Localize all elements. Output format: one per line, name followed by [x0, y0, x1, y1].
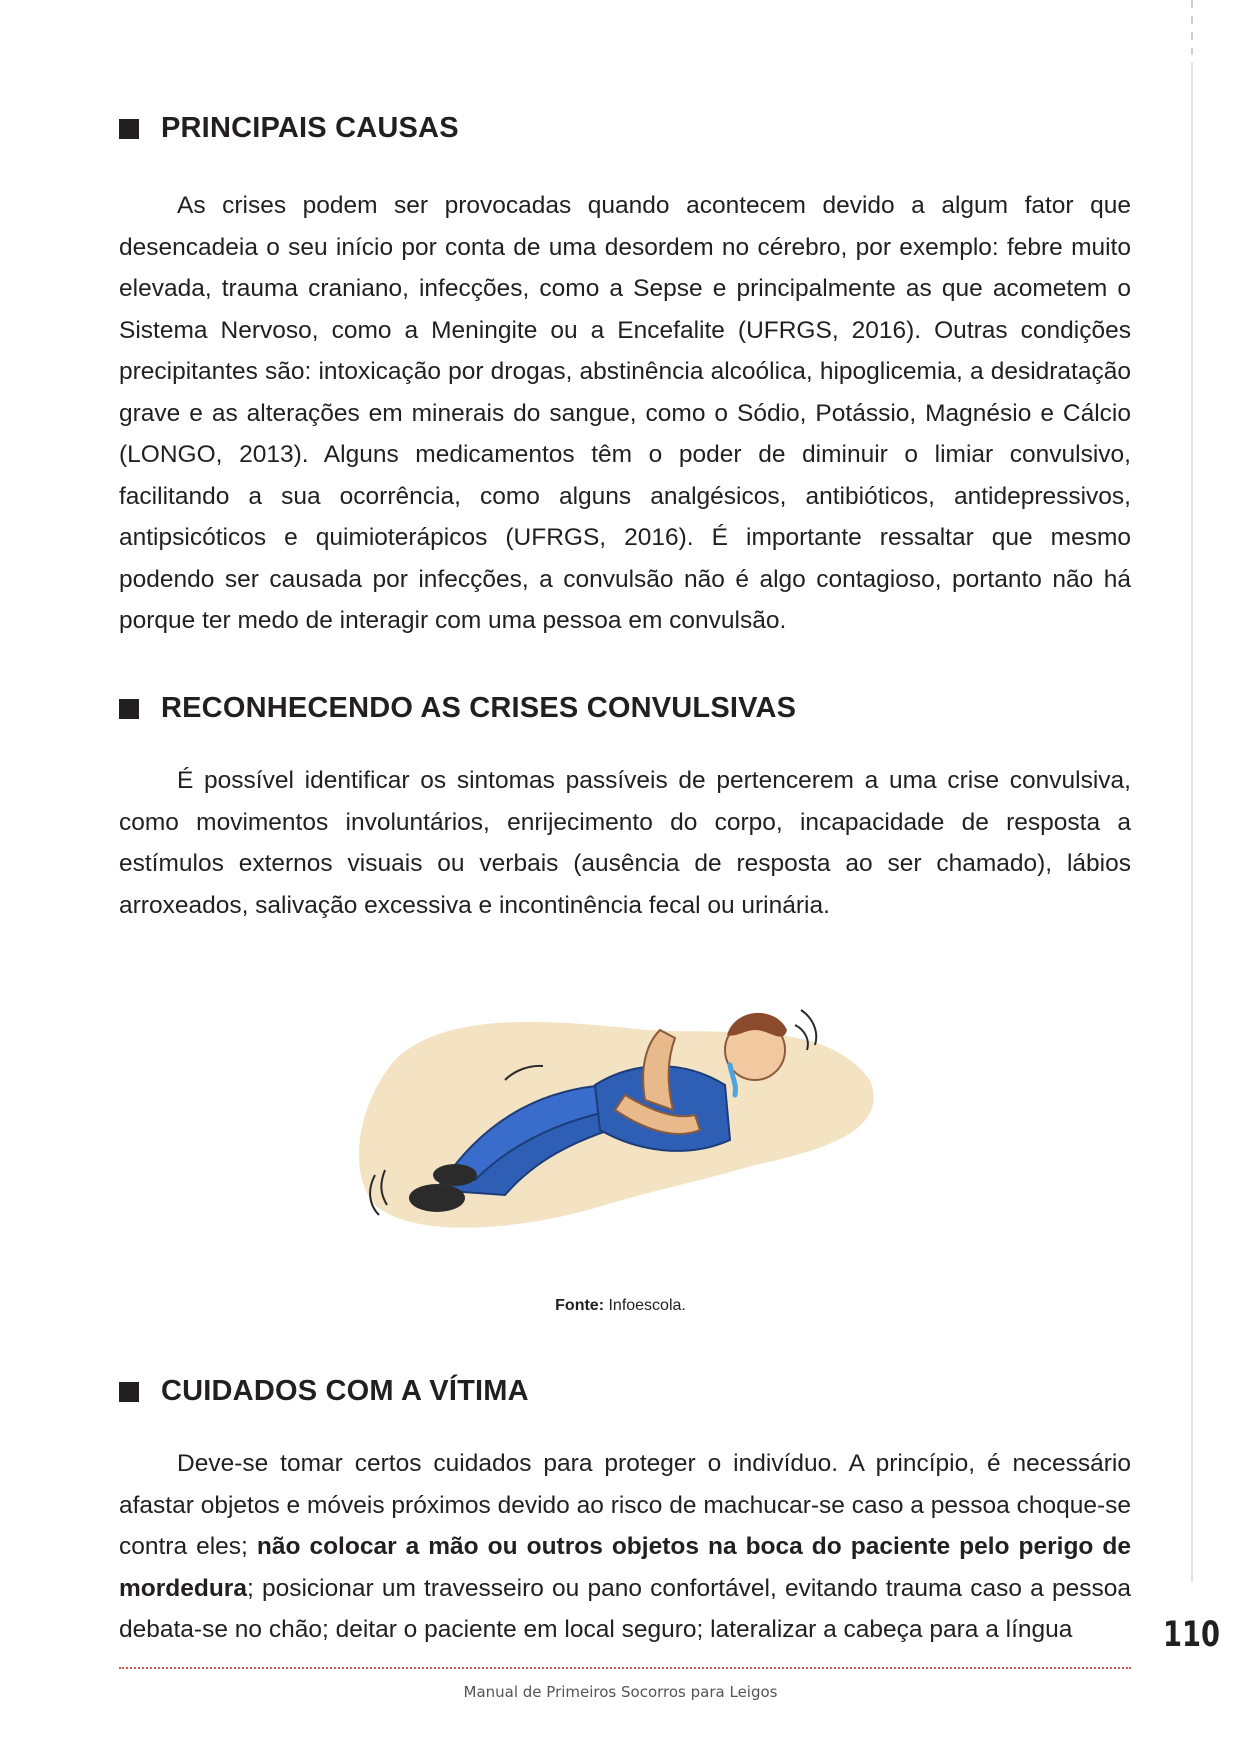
figure-caption: [0, 1297, 1241, 1315]
paragraph-text: ; posicionar um travesseiro ou pano confortável, evitando trauma caso a pessoa debata-se no chão; deitar o paciente em local seguro; lateralizar a cabeça para a língua: [119, 1574, 1131, 1643]
margin-dash-decoration: [1191, 0, 1193, 55]
paragraph-text: As crises podem ser provocadas quando acontecem devido a algum fator que desencadeia o seu início por conta de uma desordem no cérebro, por exemplo: febre muito elevada, trauma craniano, infecções, como a Sepse e principalmente as que acometem o Sistema Nervoso, como a Meningite ou a Encefalite (UFRGS, 2016). Outras condições precipitantes são: intoxicação por drogas, abstinência alcoólica, hipoglicemia, a desidratação grave e as alterações em minerais do sangue, como o Sódio, Potássio, Magnésio e Cálcio (LONGO, 2013). Alguns medicamentos têm o poder de diminuir o limiar convulsivo, facilitando a sua ocorrência, como alguns analgésicos, antibióticos, antidepressivos, antipsicóticos e quimioterápicos (UFRGS, 2016). É importante ressaltar que mesmo podendo ser causada por infecções, a convulsão não é algo contagioso, portanto não há porque ter medo de interagir com uma pessoa em convulsão.: [119, 192, 1131, 634]
caption-label: Fonte:: [555, 1297, 605, 1314]
paragraph-reconhecendo: [119, 760, 1131, 926]
seizure-illustration: [355, 990, 885, 1245]
square-bullet-icon: [119, 1382, 139, 1402]
footer-divider: [119, 1667, 1131, 1669]
person-shoe: [409, 1184, 465, 1212]
heading-text: RECONHECENDO AS CRISES CONVULSIVAS: [161, 692, 797, 724]
person-shoe: [433, 1164, 477, 1186]
margin-rule: [1191, 62, 1193, 1582]
footer-title: Manual de Primeiros Socorros para Leigos: [463, 1683, 778, 1701]
heading-text: CUIDADOS COM A VÍTIMA: [161, 1375, 529, 1407]
heading-text: PRINCIPAIS CAUSAS: [161, 112, 459, 144]
section-heading-cuidados: [119, 1375, 529, 1408]
section-heading-reconhecendo: [119, 692, 796, 725]
paragraph-bold-warning: não colocar a mão ou outros objetos na boca do paciente pelo perigo de mordedura: [119, 1533, 1131, 1602]
paragraph-cuidados: [119, 1443, 1131, 1651]
square-bullet-icon: [119, 699, 139, 719]
page-number: 110: [1163, 1615, 1220, 1655]
paragraph-text: Deve-se tomar certos cuidados para proteger o indivíduo. A princípio, é necessário afastar objetos e móveis próximos devido ao risco de machucar-se caso a pessoa choque-se contra eles;: [119, 1450, 1131, 1560]
paragraph-causas: [119, 185, 1131, 642]
section-heading-causas: [119, 112, 459, 145]
caption-source: Infoescola.: [608, 1297, 686, 1314]
paragraph-text: É possível identificar os sintomas passíveis de pertencerem a uma crise convulsiva, como movimentos involuntários, enrijecimento do corpo, incapacidade de resposta a estímulos externos visuais ou verbais (ausência de resposta ao ser chamado), lábios arroxeados, salivação excessiva e incontinência fecal ou urinária.: [119, 767, 1131, 919]
square-bullet-icon: [119, 119, 139, 139]
